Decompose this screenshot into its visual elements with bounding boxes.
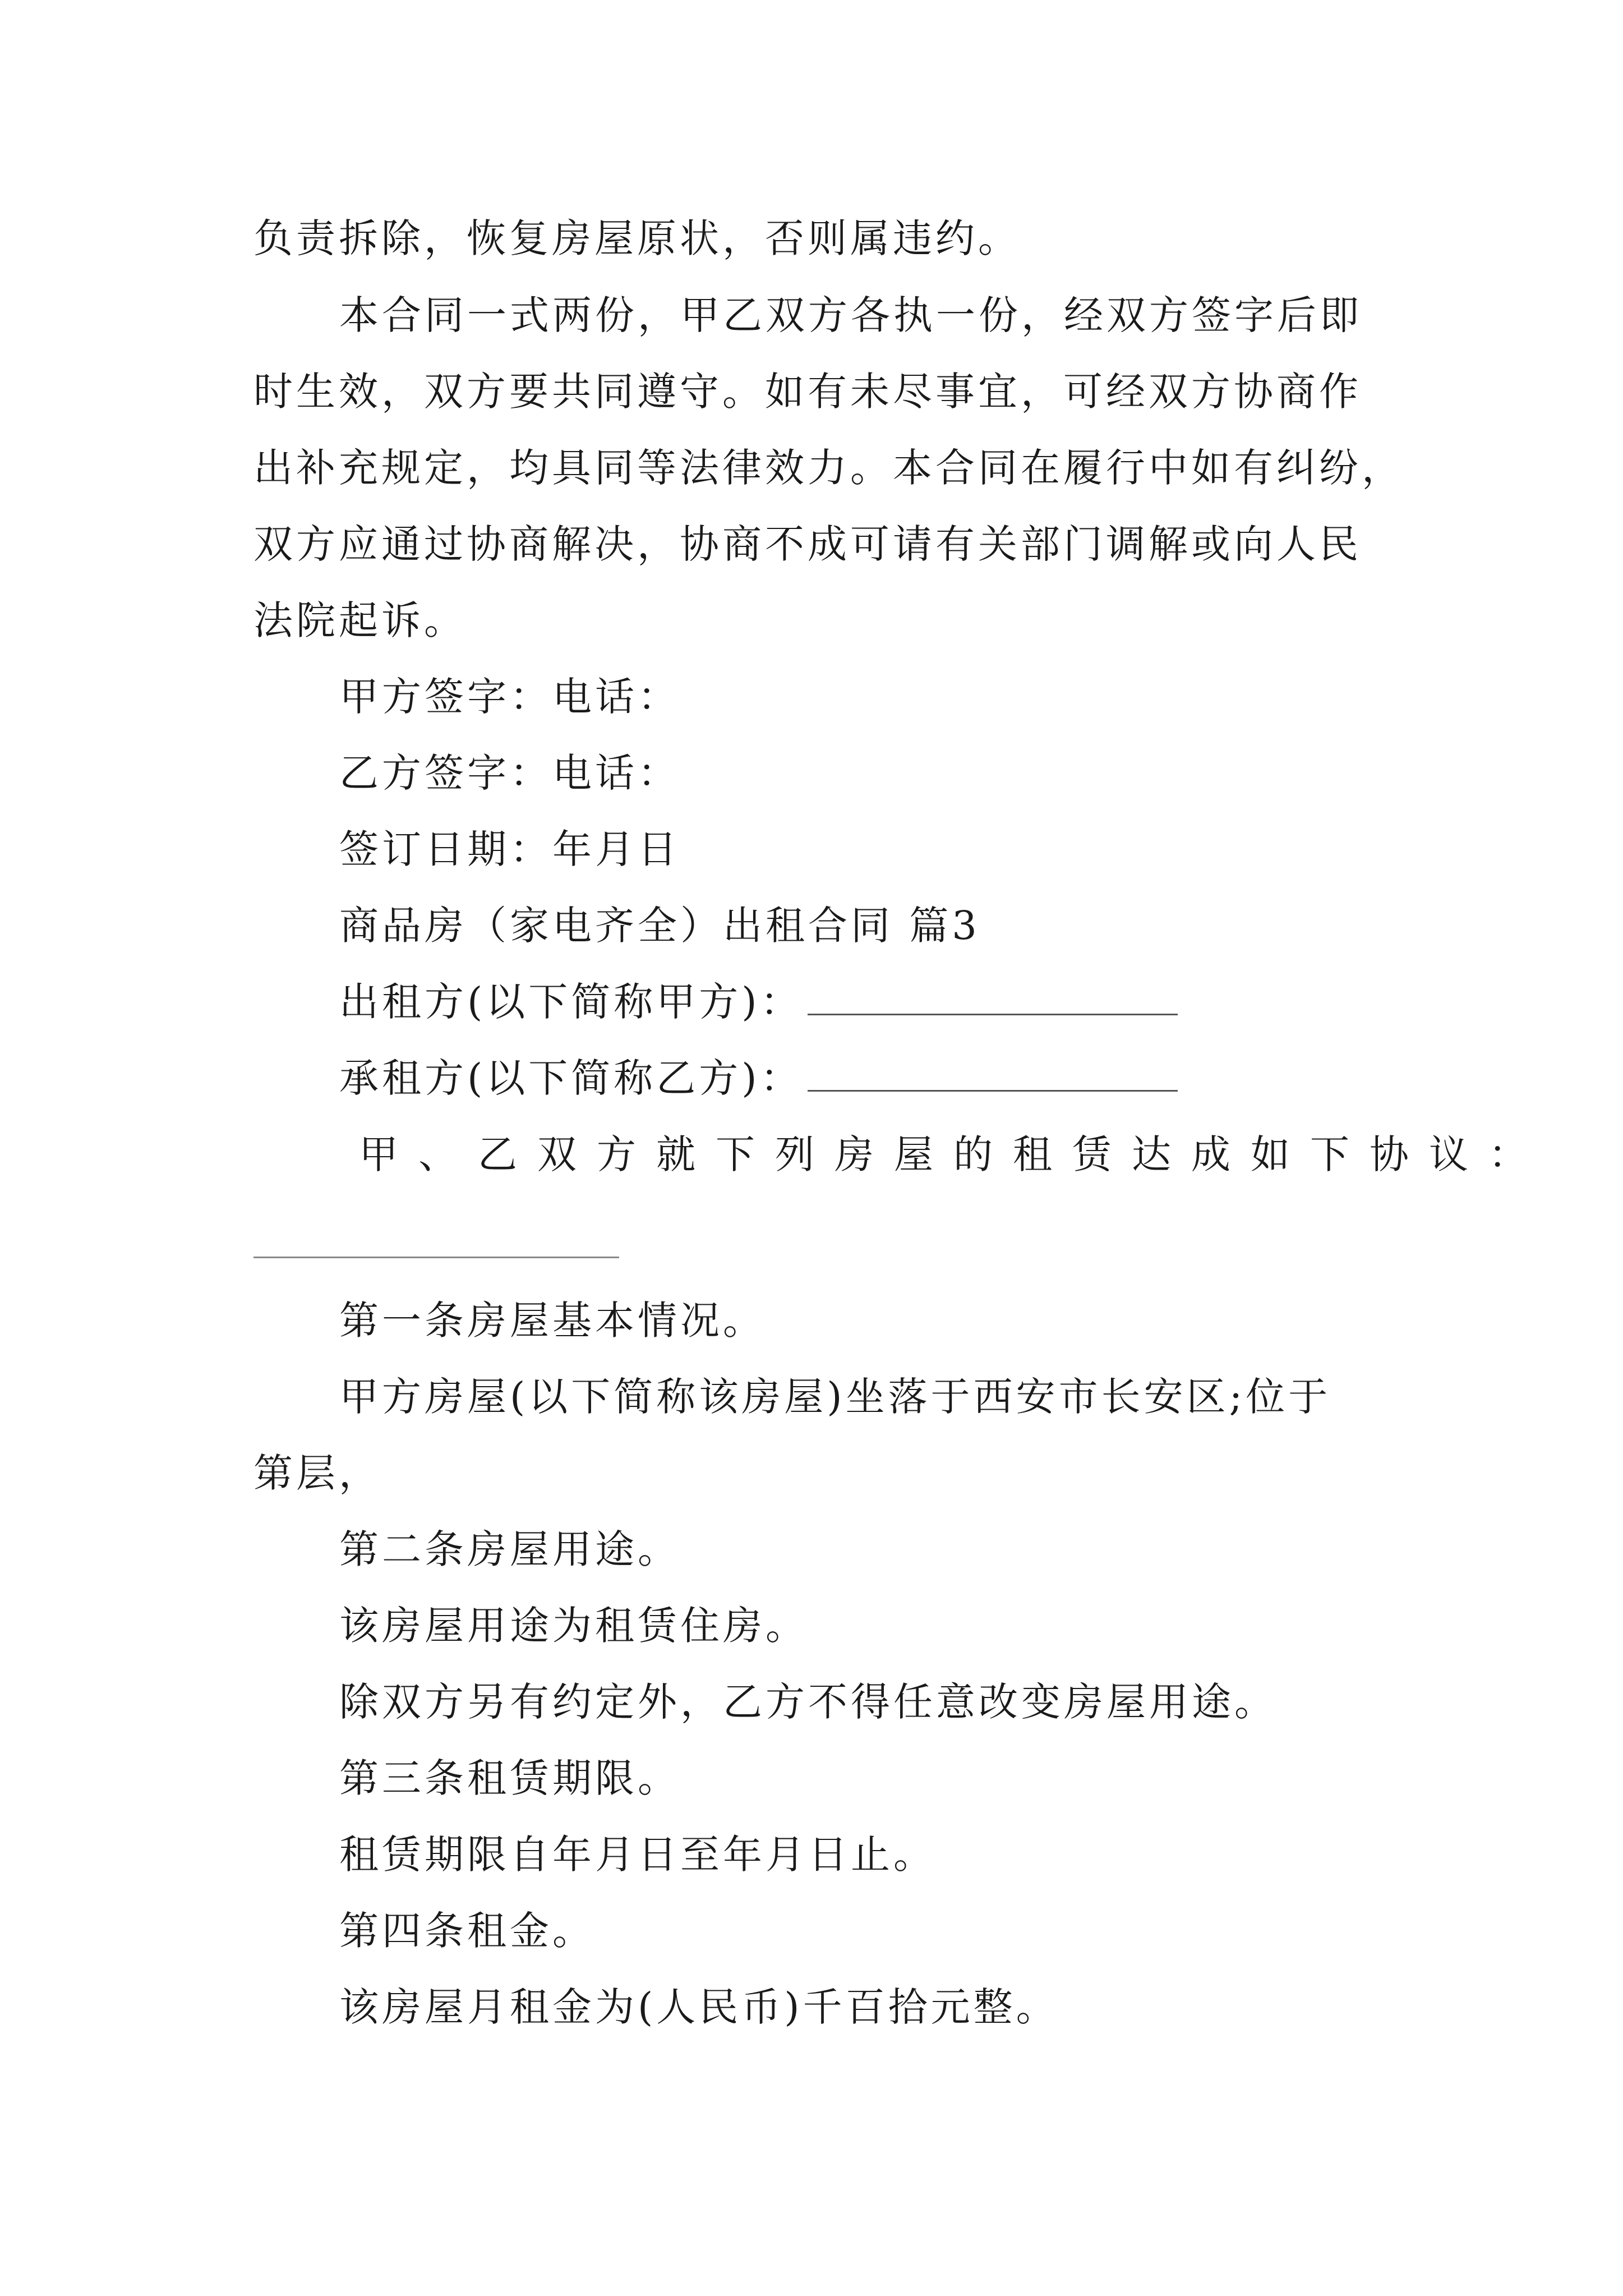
lessee-line (339, 1050, 1178, 1106)
signature-party-a: 甲方签字：电话： (339, 674, 680, 720)
footnote-divider (253, 1257, 619, 1258)
article-3-heading: 第三条租赁期限。 (339, 1755, 680, 1801)
paragraph-line: 除双方另有约定外，乙方不得任意改变房屋用途。 (339, 1679, 1277, 1725)
paragraph-line: 该房屋月租金为(人民币)千百拾元整。 (339, 1984, 1059, 2030)
paragraph-line: 第层， (253, 1450, 381, 1496)
paragraph-line: 该房屋用途为租赁住房。 (339, 1603, 808, 1649)
lessor-blank (808, 979, 1178, 1015)
agreement-line: 甲、乙双方就下列房屋的租赁达成如下协议： (359, 1131, 1548, 1177)
signature-party-b: 乙方签字：电话： (339, 750, 680, 796)
paragraph-line: 时生效，双方要共同遵守。如有未尽事宜，可经双方协商作 (253, 369, 1362, 415)
paragraph-line: 出补充规定，均具同等法律效力。本合同在履行中如有纠纷， (253, 445, 1404, 491)
lessor-label: 出租方(以下简称甲方)： (339, 979, 803, 1025)
paragraph-line: 甲方房屋(以下简称该房屋)坐落于西安市长安区;位于 (339, 1374, 1331, 1420)
lessee-label: 承租方(以下简称乙方)： (339, 1055, 803, 1101)
article-1-heading: 第一条房屋基本情况。 (339, 1297, 766, 1343)
signing-date: 签订日期：年月日 (339, 826, 680, 872)
paragraph-line: 法院起诉。 (253, 597, 467, 643)
section-title: 商品房（家电齐全）出租合同 篇3 (339, 903, 980, 949)
article-2-heading: 第二条房屋用途。 (339, 1526, 680, 1572)
paragraph-line: 负责拆除，恢复房屋原状，否则属违约。 (253, 215, 1021, 261)
lessee-blank (808, 1055, 1178, 1092)
lessor-line (339, 974, 1178, 1030)
paragraph-line: 本合同一式两份，甲乙双方各执一份，经双方签字后即 (339, 292, 1362, 338)
paragraph-line: 租赁期限自年月日至年月日止。 (339, 1832, 936, 1878)
paragraph-line: 双方应通过协商解决，协商不成可请有关部门调解或向人民 (253, 521, 1362, 567)
article-4-heading: 第四条租金。 (339, 1908, 595, 1954)
